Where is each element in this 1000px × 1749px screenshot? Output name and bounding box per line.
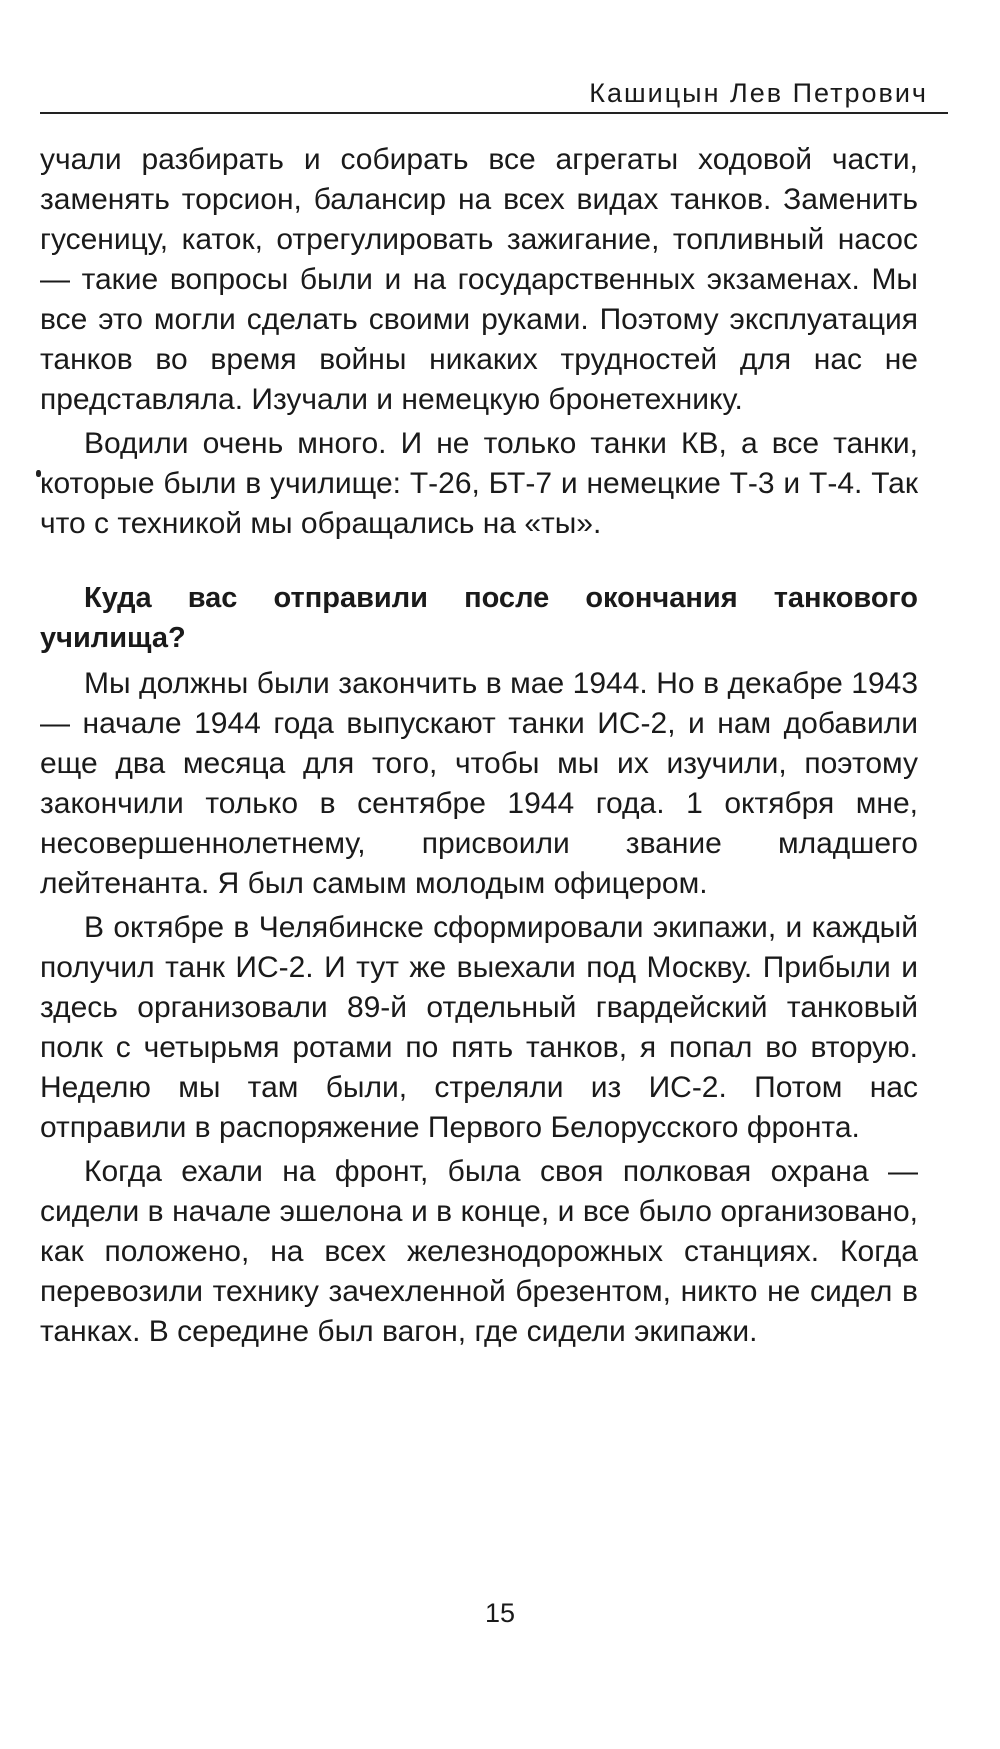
paragraph-continued: учали разбирать и собирать все агрегаты ходовой части, заменять торсион, балансир на всех видах танков. Заменить гусеницу, каток, отрегулировать зажигание, топливный насос — такие вопросы были и на государственных экзаменах. Мы все это могли сделать своими руками. Поэтому эксплуатация танков во время войны никаких трудностей для нас не представляла. Изучали и немецкую бронетехнику. — [40, 143, 918, 416]
paragraph-october: В октябре в Челябинске сформировали экипажи, и каждый получил танк ИС-2. И тут же выехали под Москву. Прибыли и здесь организовали 89-й отдельный гвардейский танковый полк с четырьмя ротами по пять танков, я попал во вторую. Неделю мы там были, стреляли из ИС-2. Потом нас отправили в распоряжение Первого Белорусского фронта. — [40, 911, 918, 1144]
paragraph-driving: Водили очень много. И не только танки КВ, а все танки, которые были в училище: Т-26, БТ-7 и немецкие Т-3 и Т-4. Так что с техникой мы обращались на «ты». — [40, 427, 918, 540]
page-number: 15 — [484, 1598, 516, 1628]
running-header-author: Кашицын Лев Петрович — [589, 78, 928, 108]
paragraph-to-front: Когда ехали на фронт, была своя полковая охрана — сидели в начале эшелона и в конце, и все было организовано, как положено, на всех железнодорожных станциях. Когда перевозили технику зачехленной брезентом, никто не сидел в танках. В середине был вагон, где сидели экипажи. — [40, 1155, 918, 1348]
body-text — [40, 140, 918, 1352]
interview-question: Куда вас отправили после окончания танкового училища? — [40, 582, 918, 654]
paragraph-graduation: Мы должны были закончить в мае 1944. Но в декабре 1943 — начале 1944 года выпускают танки ИС-2, и нам добавили еще два месяца для того, чтобы мы их изучили, поэтому закончили только в сентябре 1944 года. 1 октября мне, несовершеннолетнему, присвоили звание младшего лейтенанта. Я был самым молодым офицером. — [40, 667, 918, 900]
running-header — [40, 52, 948, 114]
